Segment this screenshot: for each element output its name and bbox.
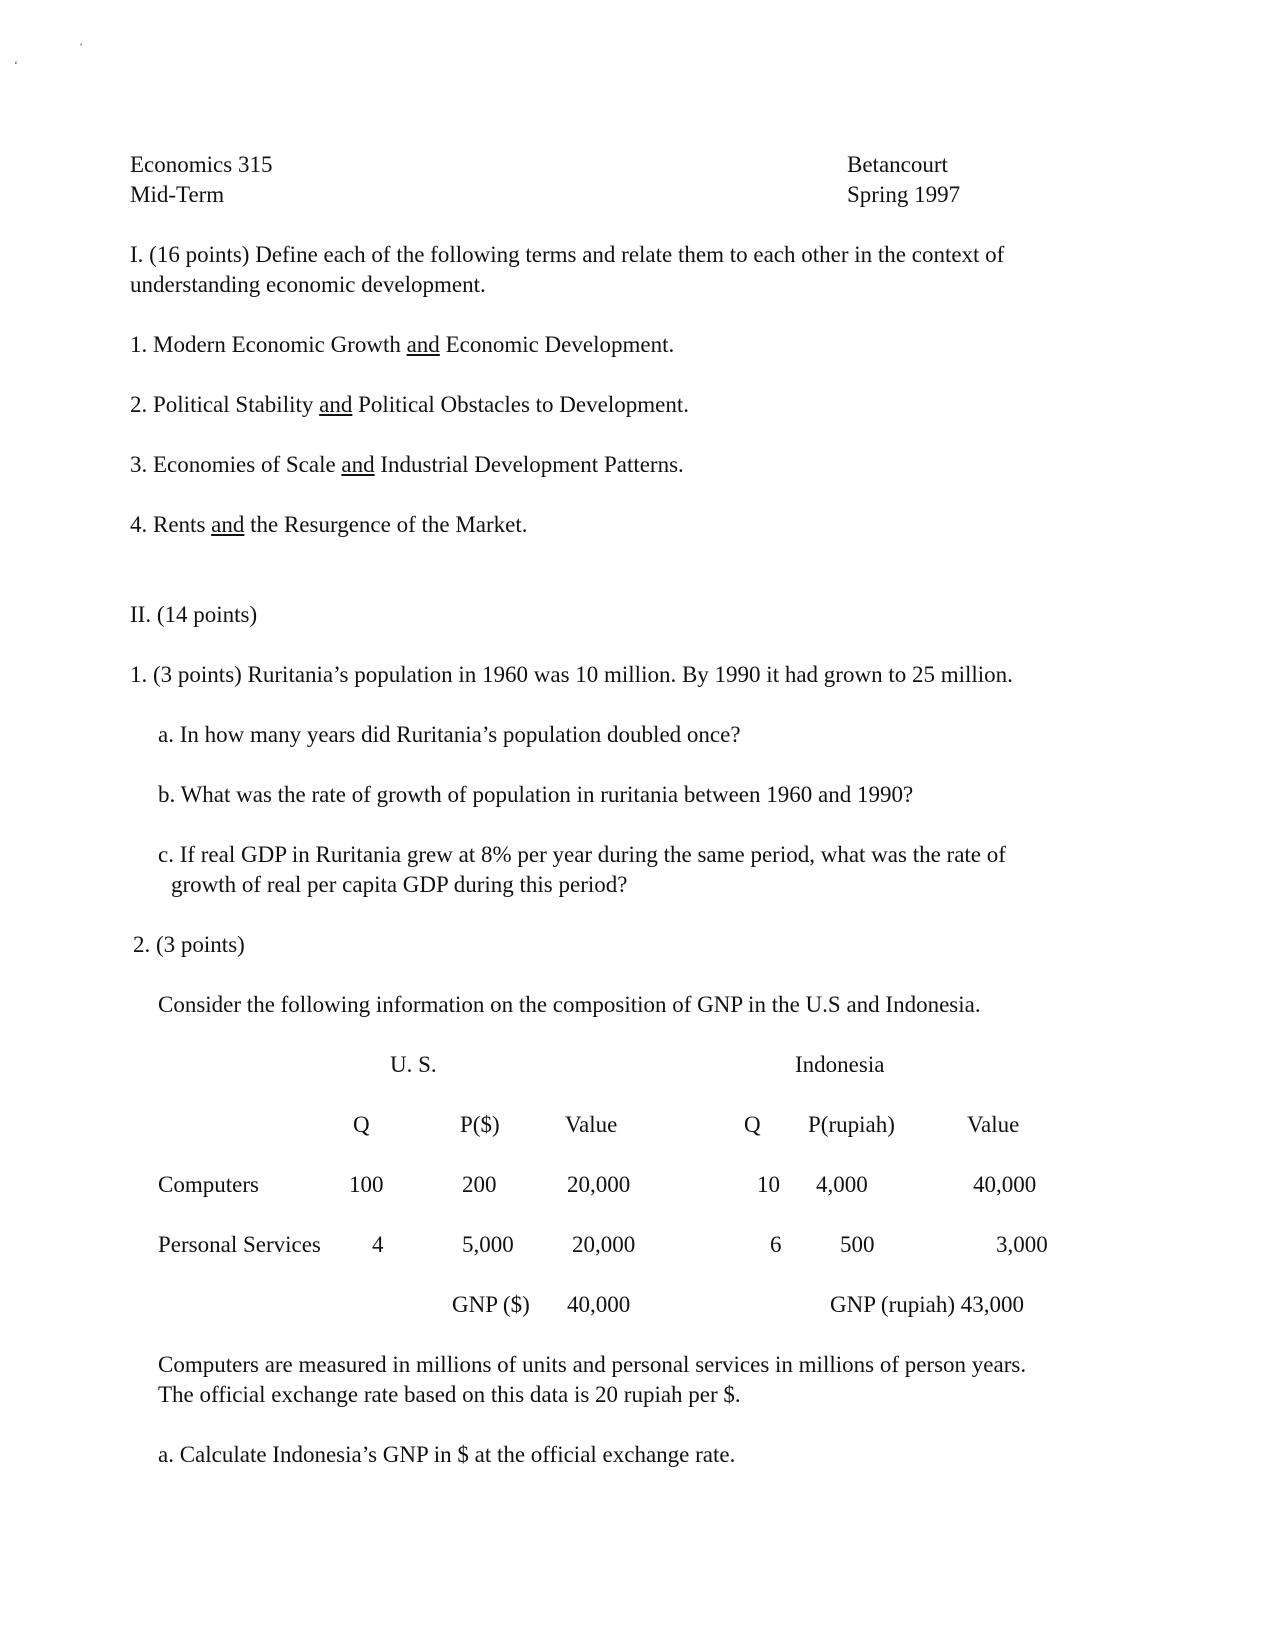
cell-us-value: 20,000 — [567, 1172, 631, 1197]
section1-intro-line1: I. (16 points) Define each of the following terms and relate them to each other in the context of — [130, 242, 1005, 267]
cell-us-price: 200 — [462, 1172, 497, 1197]
scan-speck: ' — [80, 40, 83, 54]
item-link-word: and — [406, 332, 440, 357]
question1-part-c-line2: growth of real per capita GDP during this period? — [171, 872, 628, 897]
item-text: Political Obstacles to Development. — [352, 392, 689, 417]
item-link-word: and — [211, 512, 245, 537]
header-indo-price: P(rupiah) — [808, 1112, 895, 1137]
item-text: Economic Development. — [439, 332, 675, 357]
item-text: Industrial Development Patterns. — [374, 452, 684, 477]
row-label: Personal Services — [158, 1232, 321, 1257]
item-text: 2. Political Stability — [130, 392, 320, 417]
section1-intro-line2: understanding economic development. — [130, 272, 486, 297]
item-link-word: and — [319, 392, 353, 417]
item-text: the Resurgence of the Market. — [244, 512, 528, 537]
row-label: Computers — [158, 1172, 259, 1197]
exam-type: Mid-Term — [130, 182, 225, 207]
question2-intro: Consider the following information on the composition of GNP in the U.S and Indonesia. — [158, 992, 981, 1017]
question2-part-a: a. Calculate Indonesia’s GNP in $ at the official exchange rate. — [158, 1442, 736, 1467]
header-us-q: Q — [353, 1112, 370, 1137]
cell-indo-q: 6 — [770, 1232, 782, 1257]
item-link-word: and — [341, 452, 375, 477]
header-us-price: P($) — [460, 1112, 500, 1137]
us-column-group-label: U. S. — [390, 1052, 437, 1077]
instructor-name: Betancourt — [847, 152, 948, 177]
section1-item-4 — [130, 510, 528, 540]
header-us-value: Value — [565, 1112, 618, 1137]
us-gnp-label: GNP ($) — [452, 1292, 530, 1317]
section1-item-3 — [130, 450, 684, 480]
indonesia-gnp: GNP (rupiah) 43,000 — [830, 1292, 1024, 1317]
exam-term: Spring 1997 — [847, 182, 961, 207]
section1-item-2 — [130, 390, 689, 420]
question2-note-line1: Computers are measured in millions of units and personal services in millions of person years. — [158, 1352, 1027, 1377]
question1-part-b: b. What was the rate of growth of population in ruritania between 1960 and 1990? — [158, 782, 914, 807]
question1-part-c-line1: c. If real GDP in Ruritania grew at 8% per year during the same period, what was the rate of — [158, 842, 1006, 867]
question2-note-line2: The official exchange rate based on this data is 20 rupiah per $. — [158, 1382, 741, 1407]
question1-part-a: a. In how many years did Ruritania’s population doubled once? — [158, 722, 741, 747]
indonesia-column-group-label: Indonesia — [795, 1052, 885, 1077]
cell-us-value: 20,000 — [572, 1232, 636, 1257]
cell-us-price: 5,000 — [462, 1232, 514, 1257]
cell-indo-value: 3,000 — [996, 1232, 1048, 1257]
cell-indo-q: 10 — [757, 1172, 780, 1197]
cell-us-q: 100 — [349, 1172, 384, 1197]
cell-indo-price: 500 — [840, 1232, 875, 1257]
section2-heading: II. (14 points) — [130, 602, 258, 627]
item-text: 1. Modern Economic Growth — [130, 332, 407, 357]
cell-indo-price: 4,000 — [816, 1172, 868, 1197]
cell-indo-value: 40,000 — [973, 1172, 1037, 1197]
question1-text: 1. (3 points) Ruritania’s population in 1960 was 10 million. By 1990 it had grown to 25 million. — [130, 662, 1013, 687]
question2-heading: 2. (3 points) — [133, 932, 245, 957]
item-text: 3. Economies of Scale — [130, 452, 342, 477]
us-gnp-value: 40,000 — [567, 1292, 631, 1317]
course-title: Economics 315 — [130, 152, 273, 177]
header-indo-q: Q — [744, 1112, 761, 1137]
item-text: 4. Rents — [130, 512, 212, 537]
cell-us-q: 4 — [372, 1232, 384, 1257]
header-indo-value: Value — [967, 1112, 1020, 1137]
scan-speck: ‘ — [14, 58, 18, 72]
section1-item-1 — [130, 330, 674, 360]
